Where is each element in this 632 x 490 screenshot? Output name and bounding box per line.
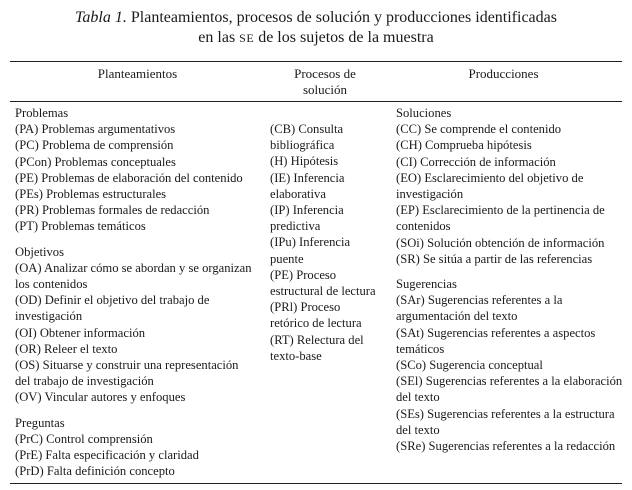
list-item: (PC) Problema de comprensión: [15, 138, 174, 153]
list-item: investigación: [15, 309, 83, 324]
list-item: bibliográfica: [270, 138, 335, 153]
list-item: (SOi) Solución obtención de información: [396, 235, 605, 250]
list-item: (PrC) Control comprensión: [15, 431, 153, 446]
list-item: (IPu) Inferencia: [270, 235, 351, 250]
title-text-1: Planteamientos, procesos de solución y producciones identificadas: [126, 9, 557, 26]
table-title: [0, 8, 632, 48]
list-item: (PCon) Problemas conceptuales: [15, 154, 176, 169]
list-item: (CH) Comprueba hipótesis: [396, 138, 532, 153]
list-item: del texto: [396, 390, 440, 405]
list-item: (IE) Inferencia: [270, 170, 345, 185]
list-item: temáticos: [396, 341, 445, 356]
list-item: (PA) Problemas argumentativos: [15, 122, 176, 137]
header-rule: [10, 101, 622, 102]
list-item: argumentación del texto: [396, 309, 518, 324]
list-item: (PEs) Problemas estructurales: [15, 187, 167, 202]
list-item: (PE) Problemas de elaboración del contenido: [15, 170, 243, 185]
list-item: puente: [270, 251, 304, 266]
list-item: contenidos: [396, 219, 451, 234]
header-procesos-line1: Procesos de: [294, 66, 356, 81]
top-rule: [10, 61, 622, 62]
list-item: del trabajo de investigación: [15, 374, 154, 389]
section-heading-objetivos: Objetivos: [15, 244, 64, 259]
table-label: Tabla 1.: [75, 9, 127, 26]
title-line-1: [0, 8, 632, 28]
list-item: (PE) Proceso: [270, 267, 337, 282]
header-planteamientos: Planteamientos: [97, 66, 178, 81]
title-line-2: [0, 28, 632, 48]
list-item: (PT) Problemas temáticos: [15, 219, 146, 234]
list-item: (OI) Obtener información: [15, 325, 146, 340]
header-procesos: [265, 66, 385, 98]
bottom-rule: [10, 483, 622, 484]
title-text-2b: de los sujetos de la muestra: [254, 29, 434, 46]
list-item: (SR) Se sitúa a partir de las referencias: [396, 251, 593, 266]
list-item: (PrD) Falta definición concepto: [15, 464, 175, 479]
header-procesos-line2: solución: [302, 82, 348, 97]
list-item: (PrE) Falta especificación y claridad: [15, 448, 199, 463]
list-item: (OS) Situarse y construir una representación: [15, 358, 239, 373]
list-item: (IP) Inferencia: [270, 203, 344, 218]
column-procesos: [270, 121, 376, 364]
section-heading-problemas: Problemas: [15, 106, 69, 120]
list-item: (CC) Se comprende el contenido: [396, 122, 562, 137]
list-item: (SRe) Sugerencias referentes a la redacción: [396, 439, 616, 454]
list-item: (EP) Esclarecimiento de la pertinencia de: [396, 203, 605, 218]
list-item: (PRl) Proceso: [270, 300, 341, 315]
list-item: retórico de lectura: [270, 316, 362, 331]
list-item: (SAr) Sugerencias referentes a la: [396, 293, 563, 308]
list-item: (SCo) Sugerencia conceptual: [396, 358, 543, 373]
list-item: (OA) Analizar cómo se abordan y se organizan: [15, 260, 252, 275]
list-item: estructural de lectura: [270, 284, 376, 299]
section-heading-preguntas: Preguntas: [15, 415, 65, 430]
list-item: (SEs) Sugerencias referentes a la estructura: [396, 406, 615, 421]
list-item: (SAt) Sugerencias referentes a aspectos: [396, 325, 596, 340]
section-heading-soluciones: Soluciones: [396, 106, 452, 120]
list-item: (OD) Definir el objetivo del trabajo de: [15, 293, 210, 308]
list-item: investigación: [396, 187, 464, 202]
list-item: texto-base: [270, 348, 322, 363]
column-planteamientos: [15, 105, 252, 479]
list-item: predictiva: [270, 219, 321, 234]
list-item: (RT) Relectura del: [270, 332, 364, 347]
list-item: (EO) Esclarecimiento del objetivo de: [396, 170, 584, 185]
title-text-2a: en las: [198, 29, 240, 46]
list-item: (OV) Vincular autores y enfoques: [15, 390, 186, 405]
section-heading-sugerencias: Sugerencias: [396, 277, 457, 292]
list-item: elaborativa: [270, 186, 326, 201]
list-item: (CB) Consulta: [270, 122, 344, 136]
list-item: (OR) Releer el texto: [15, 341, 118, 356]
header-producciones: Producciones: [468, 66, 539, 81]
list-item: del texto: [396, 422, 440, 437]
list-item: (H) Hipótesis: [270, 154, 339, 169]
list-item: (SEl) Sugerencias referentes a la elaboración: [396, 374, 623, 389]
list-item: (PR) Problemas formales de redacción: [15, 203, 210, 218]
list-item: los contenidos: [15, 277, 88, 292]
list-item: (CI) Corrección de información: [396, 154, 556, 169]
column-producciones: [396, 105, 622, 454]
title-abbrev: SE: [239, 31, 255, 45]
